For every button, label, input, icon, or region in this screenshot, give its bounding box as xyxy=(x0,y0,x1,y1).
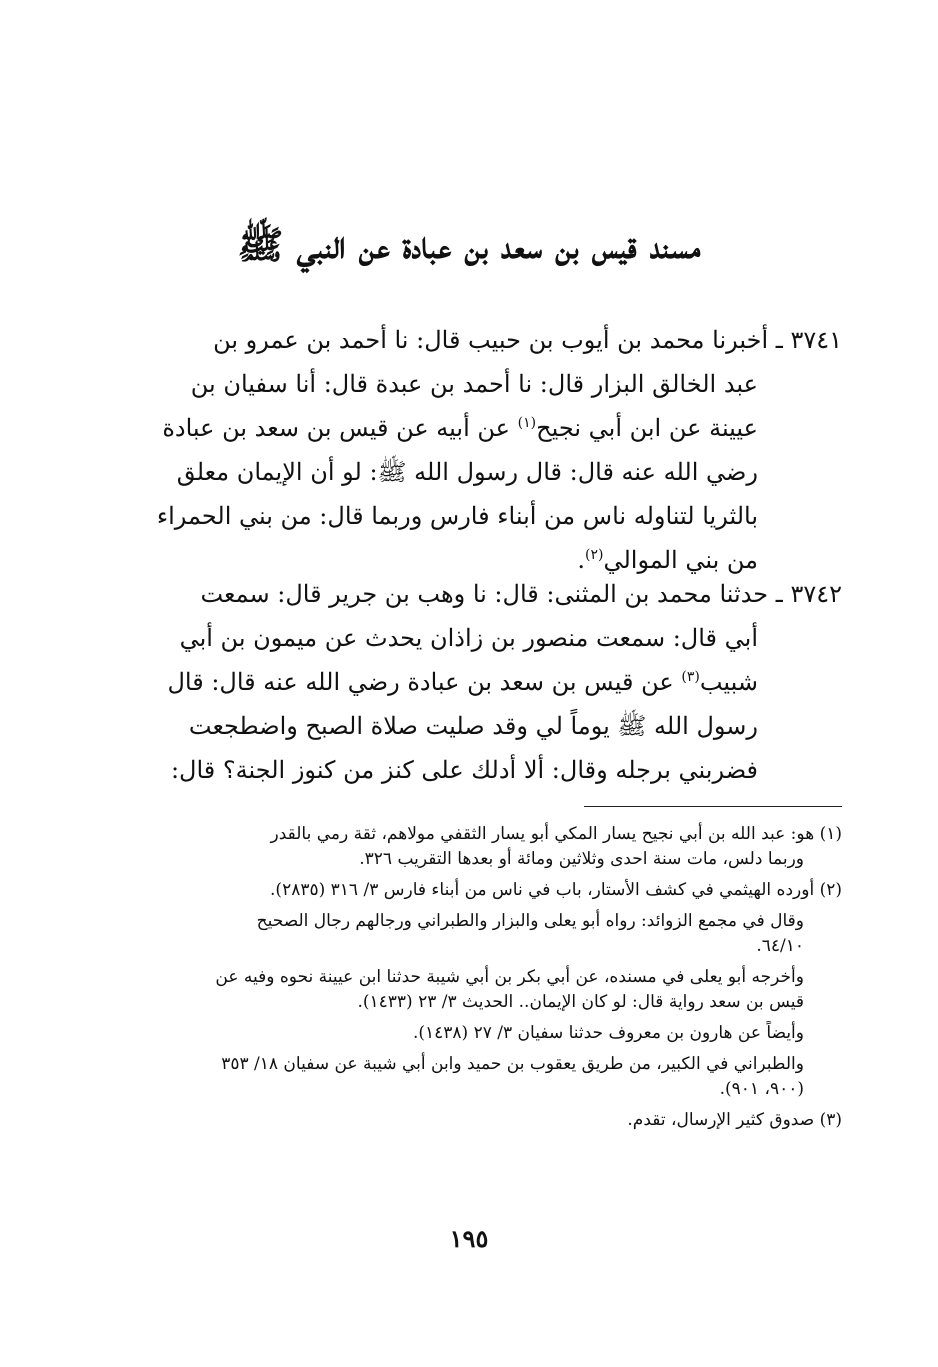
hadith-line: من بني الموالي$^{(٢)}$. xyxy=(577,546,758,574)
footnote-mark: (١) xyxy=(819,824,842,844)
hadith-number: ٣٧٤١ ـ xyxy=(775,326,842,354)
footnote-mark: (١) xyxy=(517,415,537,431)
footnote-2-cont: وأيضاً عن هارون بن معروف حدثنا سفيان ٣/ ٢٧ (١٤٣٨). xyxy=(412,1023,804,1043)
hadith-line: بالثريا لتناوله ناس من أبناء فارس وربما قال: من بني الحمراء xyxy=(156,502,758,530)
footnotes xyxy=(134,822,842,1139)
page-number: ١٩٥ xyxy=(449,1224,489,1253)
hadith-3742 xyxy=(134,572,842,792)
hadith-number: ٣٧٤٢ ـ xyxy=(775,580,842,608)
hadith-line: ٣٧٤٢ ـ حدثنا محمد بن المثنى: قال: نا وهب بن جرير قال: سمعت xyxy=(200,580,842,608)
footnote-mark: (٣) xyxy=(681,669,700,685)
hadith-line: عبد الخالق البزار قال: نا أحمد بن عبدة قال: أنا سفيان بن xyxy=(190,370,758,398)
hadith-line: رضي الله عنه قال: قال رسول الله ﷺ: لو أن الإيمان معلق xyxy=(176,458,758,486)
page-title: مسند قيس بن سعد بن عبادة عن النبي ﷺ xyxy=(237,222,701,267)
hadith-line: شبيب$^{(٣)}$ عن قيس بن سعد بن عبادة رضي الله عنه قال: قال xyxy=(167,668,758,696)
hadith-line: فضربني برجله وقال: ألا أدلك على كنز من كنوز الجنة؟ قال: xyxy=(170,756,758,784)
footnote-1: (١) هو: عبد الله بن أبي نجيح يسار المكي أبو يسار الثقفي مولاهم، ثقة رمي بالقدر وربما دلس، مات سنة احدى وثلاثين ومائة أو بعدها التقريب ٣٢٦. xyxy=(270,824,842,869)
footnote-divider xyxy=(584,806,842,807)
footnote-3: (٣) صدوق كثير الإرسال، تقدم. xyxy=(627,1110,842,1130)
footnote-2-cont: والطبراني في الكبير، من طريق يعقوب بن حميد وابن أبي شيبة عن سفيان ١٨/ ٣٥٣ (٩٠٠، ٩٠١). xyxy=(221,1054,804,1099)
footnote-mark: (٢) xyxy=(819,880,842,900)
footnote-2-cont: وقال في مجمع الزوائد: رواه أبو يعلى والبزار والطبراني ورجالهم رجال الصحيح ٦٤/١٠. xyxy=(256,911,804,956)
hadith-line: رسول الله ﷺ يوماً لي وقد صليت صلاة الصبح واضطجعت xyxy=(188,712,758,740)
footnote-2: (٢) أورده الهيثمي في كشف الأستار، باب في ناس من أبناء فارس ٣/ ٣١٦ (٢٨٣٥). xyxy=(270,880,842,900)
hadith-line: عيينة عن ابن أبي نجيح$^{(١)}$ عن أبيه عن قيس بن سعد بن عبادة xyxy=(162,414,758,442)
hadith-3741 xyxy=(134,318,842,582)
footnote-2-cont: وأخرجه أبو يعلى في مسنده، عن أبي بكر بن أبي شيبة حدثنا ابن عيينة نحوه وفيه عن قيس بن سعد رواية قال: لو كان الإيمان.. الحديث ٣/ ٢٣ (١٤٣٣). xyxy=(215,967,804,1012)
hadith-line: أبي قال: سمعت منصور بن زاذان يحدث عن ميمون بن أبي xyxy=(179,624,758,652)
hadith-line: ٣٧٤١ ـ أخبرنا محمد بن أيوب بن حبيب قال: نا أحمد بن عمرو بن xyxy=(213,326,842,354)
footnote-mark: (٢) xyxy=(584,547,604,563)
footnote-mark: (٣) xyxy=(819,1110,842,1130)
